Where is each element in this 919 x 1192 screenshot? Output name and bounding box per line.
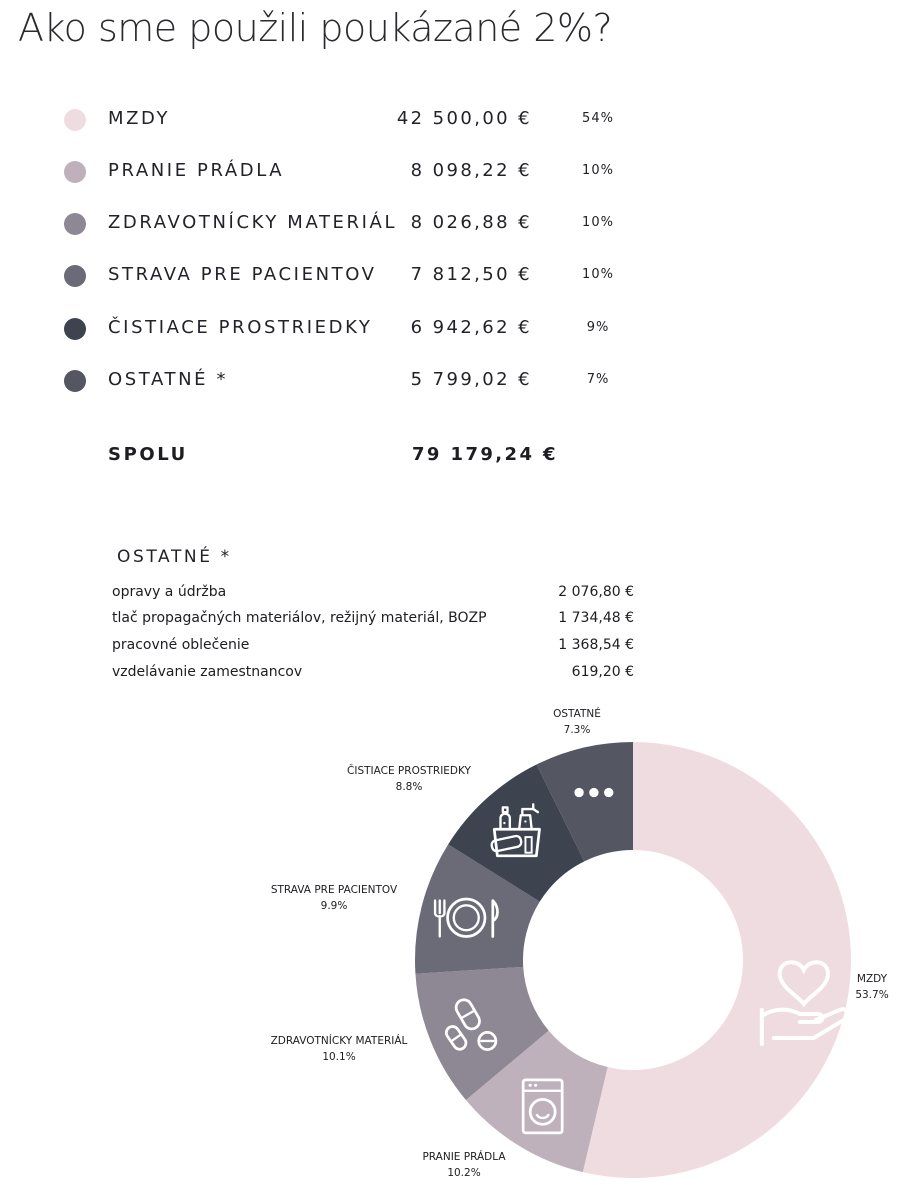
slice-label: MZDY bbox=[856, 973, 888, 985]
row-percent: 7% bbox=[586, 372, 610, 387]
row-amount: 7 812,50 € bbox=[410, 264, 532, 285]
other-item-name: vzdelávanie zamestnancov bbox=[112, 664, 303, 680]
more-dots-icon bbox=[574, 788, 613, 797]
slice-label: PRANIE PRÁDLA bbox=[422, 1151, 506, 1163]
row-amount: 6 942,62 € bbox=[410, 317, 532, 338]
slice-value-label: 7.3% bbox=[563, 724, 591, 736]
row-label: ČISTIACE PROSTRIEDKY bbox=[108, 317, 373, 338]
other-item-name: pracovné oblečenie bbox=[112, 637, 250, 653]
row-percent: 10% bbox=[582, 267, 614, 282]
slice-value-label: 10.2% bbox=[447, 1167, 481, 1179]
slice-label: ZDRAVOTNÍCKY MATERIÁL bbox=[270, 1035, 408, 1047]
row-percent: 54% bbox=[582, 111, 614, 126]
slice-label: OSTATNÉ bbox=[553, 708, 601, 720]
row-label: ZDRAVOTNÍCKY MATERIÁL bbox=[108, 212, 398, 233]
slice-value-label: 9.9% bbox=[320, 900, 348, 912]
other-item-value: 2 076,80 € bbox=[558, 584, 634, 600]
other-heading: OSTATNÉ * bbox=[117, 547, 232, 567]
row-percent: 10% bbox=[582, 163, 614, 178]
total-label: SPOLU bbox=[108, 444, 188, 465]
row-label: OSTATNÉ * bbox=[108, 369, 229, 390]
slice-value-label: 8.8% bbox=[395, 781, 423, 793]
total-amount: 79 179,24 € bbox=[412, 444, 558, 465]
row-label: PRANIE PRÁDLA bbox=[108, 160, 285, 181]
other-item-value: 1 368,54 € bbox=[558, 637, 634, 653]
row-percent: 10% bbox=[582, 215, 614, 230]
page-title: Ako sme použili poukázané 2%? bbox=[18, 6, 613, 50]
row-amount: 42 500,00 € bbox=[396, 108, 532, 129]
slice-label: STRAVA PRE PACIENTOV bbox=[270, 884, 398, 896]
slice-value-label: 53.7% bbox=[855, 989, 889, 1001]
row-percent: 9% bbox=[586, 320, 610, 335]
row-label: STRAVA PRE PACIENTOV bbox=[108, 264, 377, 285]
other-item-value: 619,20 € bbox=[571, 664, 634, 680]
row-label: MZDY bbox=[108, 108, 171, 129]
row-amount: 8 026,88 € bbox=[410, 212, 532, 233]
row-amount: 5 799,02 € bbox=[410, 369, 532, 390]
slice-label: ČISTIACE PROSTRIEDKY bbox=[347, 765, 471, 777]
donut-slices bbox=[415, 742, 851, 1178]
row-amount: 8 098,22 € bbox=[410, 160, 532, 181]
slice-value-label: 10.1% bbox=[322, 1051, 356, 1063]
other-item-name: tlač propagačných materiálov, režijný materiál, BOZP bbox=[112, 610, 487, 626]
other-item-value: 1 734,48 € bbox=[558, 610, 634, 626]
other-item-name: opravy a údržba bbox=[112, 584, 227, 600]
